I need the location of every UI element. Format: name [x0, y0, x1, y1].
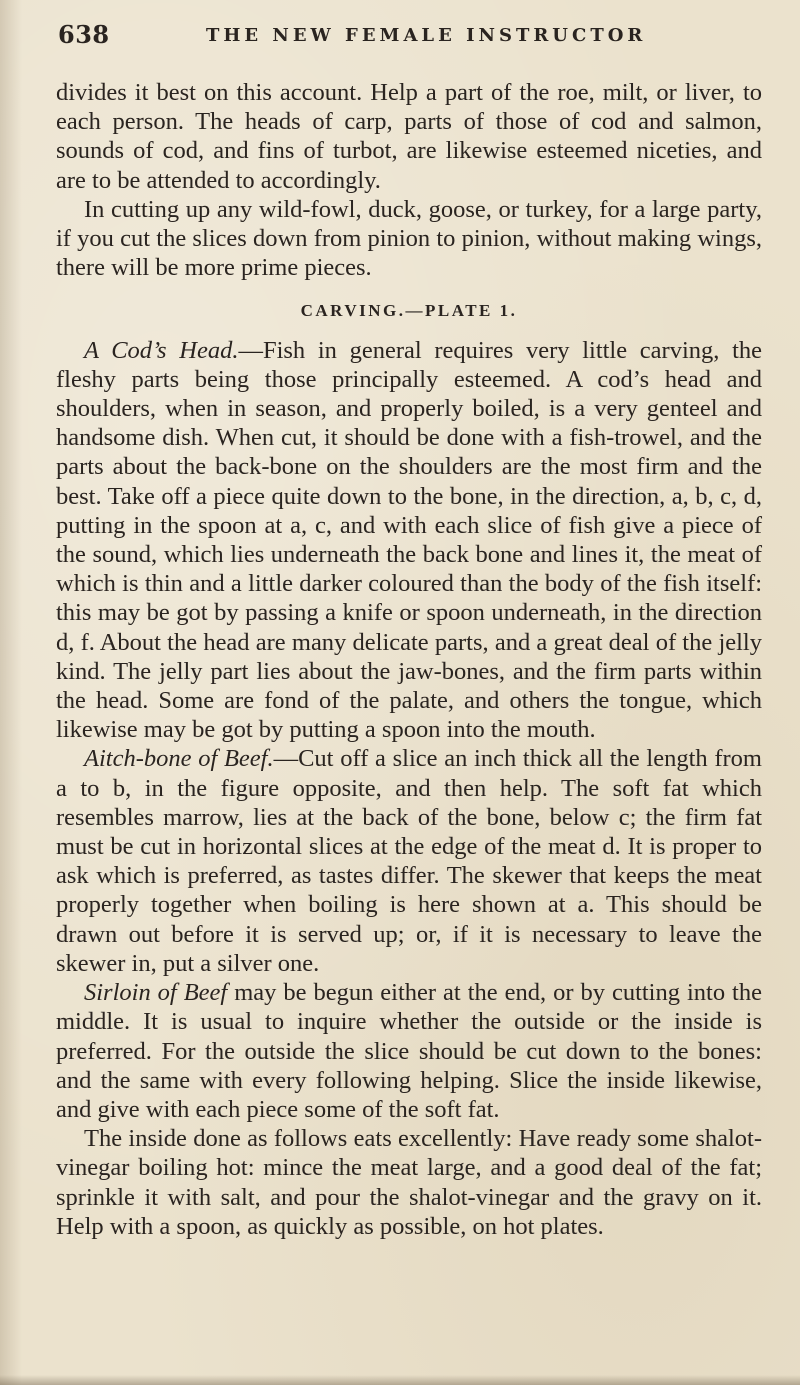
page-body: [56, 78, 762, 1241]
page-number: 638: [58, 20, 110, 49]
page-header: [58, 20, 750, 60]
paragraph-aitch-bone: [56, 744, 762, 978]
page-bottom-edge: [0, 1375, 800, 1385]
aitch-bone-title: Aitch-bone of Beef.: [84, 745, 274, 773]
paragraph-continued: divides it best on this account. Help a part of the roe, milt, or liver, to each person. The heads of carp, parts of those of cod and salmon, sounds of cod, and fins of turbot, are likewise esteemed niceties, and are to be attended to accordingly.: [56, 79, 762, 194]
paragraph-inside: The inside done as follows eats excellently: Have ready some shalot-vinegar boiling hot: mince the meat large, and a good deal of the fat; sprinkle it with salt, and pour the shalot-vinegar and the gravy on it. Help with a spoon, as quickly as possible, on hot plates.: [56, 1125, 762, 1240]
running-title: THE NEW FEMALE INSTRUCTOR: [206, 25, 647, 46]
paragraph-sirloin: [56, 978, 762, 1124]
sirloin-text: may be begun either at the end, or by cutting into the middle. It is usual to inquire whether the outside or the inside is preferred. For the outside the slice should be cut down to the bones: and the same with every following helping. Slice the inside likewise, and give with each piece some of the soft fat.: [56, 979, 762, 1123]
cods-head-title: A Cod’s Head.: [84, 336, 239, 364]
sirloin-title: Sirloin of Beef: [84, 979, 228, 1007]
paragraph-cods-head: [56, 336, 762, 745]
cods-head-text: —Fish in general requires very little carving, the fleshy parts being those principally esteemed. A cod’s head and shoulders, when in season, and properly boiled, is a very genteel and handsome dish. When cut, it should be done with a fish-trowel, and the parts about the back-bone on the shoulders are the most firm and the best. Take off a piece quite down to the bone, in the direction, a, b, c, d, putting in the spoon at a, c, and with each slice of fish give a piece of the sound, which lies underneath the back bone and lines it, the meat of which is thin and a little darker coloured than the body of the fish itself: this may be got by passing a knife or spoon underneath, in the direction d, f. About the head are many delicate parts, and a great deal of the jelly kind. The jelly part lies about the jaw-bones, and the firm parts within the head. Some are fond of the palate, and others the tongue, which likewise may be got by putting a spoon into the mouth.: [56, 336, 763, 744]
aitch-bone-text: —Cut off a slice an inch thick all the length from a to b, in the figure opposite, and then help. The soft fat which resembles marrow, lies at the back of the bone, below c; the firm fat must be cut in horizontal slices at the edge of the meat d. It is proper to ask which is preferred, as tastes differ. The skewer that keeps the meat properly together when boiling is here shown at a. This should be drawn out before it is served up; or, if it is necessary to leave the skewer in, put a silver one.: [56, 745, 762, 977]
section-heading: CARVING.—PLATE 1.: [300, 301, 518, 321]
binding-shadow: [0, 0, 22, 1385]
paragraph-wild-fowl: In cutting up any wild-fowl, duck, goose, or turkey, for a large party, if you cut the slices down from pinion to pinion, without making wings, there will be more prime pieces.: [56, 195, 762, 282]
